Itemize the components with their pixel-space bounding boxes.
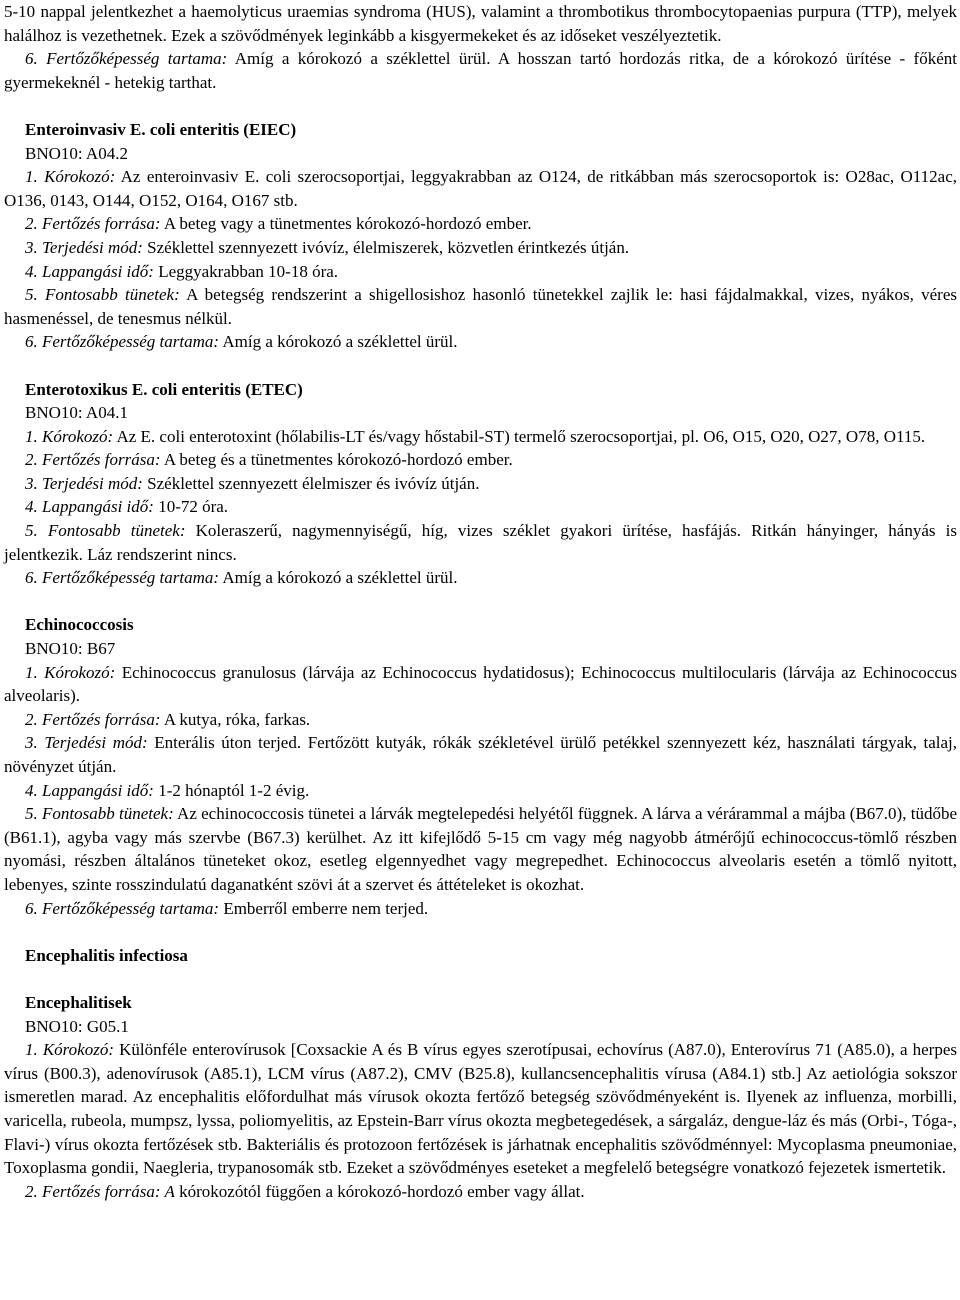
item-symptoms <box>4 802 957 896</box>
item-infectivity-duration <box>4 330 957 354</box>
section-etec <box>4 378 957 590</box>
item-pathogen <box>4 425 957 449</box>
item-label: 1. Kórokozó: <box>25 662 116 682</box>
continuation-paragraph: 5-10 nappal jelentkezhet a haemolyticus uraemias syndroma (HUS), valamint a thrombotikus thrombocytopaenias purpura (TTP), melyek halálhoz is vezethetnek. Ezek a szövődmények leginkább a kisgyermekeket és az időseket veszélyeztetik. <box>4 2 957 45</box>
item-text: Az enteroinvasiv E. coli szerocsoportjai, leggyakrabban az O124, de ritkábban más szerocsoportok is: O28ac, O112ac, O136, 0143, O144, O152, O164, O167 stb. <box>4 167 958 210</box>
section-code: BNO10: B67 <box>25 639 116 659</box>
item-text: 1-2 hónaptól 1-2 évig. <box>153 780 310 800</box>
item-incubation <box>4 495 957 519</box>
item-label: 1. Kórokozó: <box>25 167 116 187</box>
item-text: Emberről emberre nem terjed. <box>219 898 429 918</box>
item-text: A betegség rendszerint a shigellosishoz hasonló tünetekkel zajlik le: hasi fájdalmakkal, vizes, nyákos, véres hasmenéssel, de tenesmus nélkül. <box>4 285 957 328</box>
item-incubation <box>4 779 957 803</box>
item-text: Echinococcus granulosus (lárvája az Echinococcus hydatidosus); Echinococcus multilocularis (lárvája az Echinococcus alveolaris). <box>4 662 957 706</box>
item-pathogen <box>4 661 957 708</box>
section-code: BNO10: A04.2 <box>25 143 128 163</box>
section-eiec <box>4 118 957 354</box>
item-label: 2. Fertőzés forrása: <box>25 709 161 729</box>
item-label: 5. Fontosabb tünetek: <box>25 804 174 824</box>
item-text: Amíg a kórokozó a széklettel ürül. A hosszan tartó hordozás ritka, de a kórokozó ürítése - főként gyermekeknél - hetekig tarthat. <box>4 49 957 92</box>
item-text: Amíg a kórokozó a széklettel ürül. <box>219 568 458 588</box>
section-encephalitis-infectiosa <box>4 944 957 1204</box>
item-label: 6. Fertőzőképesség tartama: <box>25 568 220 588</box>
item-infectivity-duration <box>4 566 957 590</box>
item-text: Koleraszerű, nagymennyiségű, híg, vizes széklet gyakori ürítése, hasfájás. Ritkán hányinger, hányás is jelentkezik. Láz rendszerint nincs. <box>4 521 957 564</box>
item-transmission <box>4 731 957 778</box>
section-title: Encephalitisek <box>25 992 132 1012</box>
item-text: Enterális úton terjed. Fertőzött kutyák, rókák székletével ürülő petékkel szennyezett kéz, használati tárgyak, talaj, növényzet útján. <box>4 733 957 776</box>
item-text: 10-72 óra. <box>153 497 229 517</box>
item-label: 5. Fontosabb tünetek: <box>25 521 186 541</box>
item-text: Leggyakrabban 10-18 óra. <box>153 261 339 281</box>
item-label: 3. Terjedési mód: <box>25 473 143 493</box>
item-source <box>4 212 957 236</box>
item-text: Az E. coli enterotoxint (hőlabilis-LT és/vagy hőstabil-ST) termelő szerocsoportjai, pl. O6, O15, O20, O27, O78, O115. <box>113 426 926 446</box>
item-symptoms <box>4 519 957 566</box>
item-infectivity-duration <box>4 897 957 921</box>
item-source <box>4 448 957 472</box>
group-title: Encephalitis infectiosa <box>25 945 188 965</box>
item-label: 6. Fertőzőképesség tartama: <box>25 49 228 69</box>
item-label: 2. Fertőzés forrása: A <box>25 1181 175 1201</box>
section-title: Enterotoxikus E. coli enteritis (ETEC) <box>25 379 303 399</box>
item-label: 2. Fertőzés forrása: <box>25 450 161 470</box>
item-infectivity-duration <box>4 47 957 94</box>
item-label: 1. Kórokozó: <box>25 426 114 446</box>
item-label: 4. Lappangási idő: <box>25 497 154 517</box>
item-text: Széklettel szennyezett ivóvíz, élelmiszerek, közvetlen érintkezés útján. <box>142 237 630 257</box>
item-transmission <box>4 236 957 260</box>
section-code: BNO10: A04.1 <box>25 403 128 423</box>
section-title: Echinococcosis <box>25 615 134 635</box>
item-text: Széklettel szennyezett élelmiszer és ivóvíz útján. <box>142 473 480 493</box>
item-text: A beteg és a tünetmentes kórokozó-hordozó ember. <box>160 450 513 470</box>
item-label: 3. Terjedési mód: <box>25 733 148 753</box>
item-label: 4. Lappangási idő: <box>25 261 154 281</box>
item-pathogen <box>4 165 957 212</box>
item-label: 6. Fertőzőképesség tartama: <box>25 898 220 918</box>
document-page <box>4 0 957 1203</box>
item-label: 4. Lappangási idő: <box>25 780 154 800</box>
item-label: 3. Terjedési mód: <box>25 237 143 257</box>
item-label: 6. Fertőzőképesség tartama: <box>25 332 220 352</box>
section-echinococcosis <box>4 613 957 920</box>
item-text: A beteg vagy a tünetmentes kórokozó-hordozó ember. <box>160 214 532 234</box>
item-incubation <box>4 260 957 284</box>
item-transmission <box>4 472 957 496</box>
item-text: Amíg a kórokozó a széklettel ürül. <box>219 332 458 352</box>
item-source <box>4 1180 957 1204</box>
item-text: Különféle enterovírusok [Coxsackie A és B vírus egyes szerotípusai, echovírus (A87.0), Enterovírus 71 (A85.0), a herpes vírus (B00.3), adenovírusok (A85.1), LCM vírus (A87.2), CMV (B25.8), kullancsencephalitis vírusa (A84.1) stb.] Az aetiológia sokszor ismeretlen marad. Az encephalitis előfordulhat más vírusok okozta fertőző betegség szövődményeként is. Ilyenek az influenza, morbilli, varicella, rubeola, mumpsz, lyssa, poliomyelitis, az Epstein-Barr vírus okozta megbetegedések, a sárgaláz, dengue-láz és más (Orbi-, Tóga-, Flavi-) vírus okozta fertőzések stb. Bakteriális és protozoon fertőzések is járhatnak encephalitis szövődménnyel: Mycoplasma pneumoniae, Toxoplasma gondii, Naegleria, trypanosomák stb. Ezeket a szövődményes eseteket a megfelelő betegségre vonatkozó fejezetek ismertetik. <box>4 1040 957 1178</box>
item-pathogen <box>4 1038 957 1180</box>
item-label: 5. Fontosabb tünetek: <box>25 285 180 305</box>
item-text: Az echinococcosis tünetei a lárvák megtelepedési helyétől függnek. A lárva a vérárammal a májba (B67.0), tüdőbe (B61.1), agyba vagy más szervbe (B67.3) kerülhet. Az itt kifejlődő 5-15 cm vagy még nagyobb átmérőjű echinococcus-tömlő részben nyomási, részben általános tüneteket okoz, esetleg elgennyedhet vagy megrepedhet. Echinococcus alveolaris esetén a tömlő nyitott, lebenyes, szinte rosszindulatú daganatként szövi át a szervet és áttételeket is okozhat. <box>4 804 957 894</box>
item-text: kórokozótól függően a kórokozó-hordozó ember vagy állat. <box>174 1181 585 1201</box>
item-symptoms <box>4 283 957 330</box>
item-text: A kutya, róka, farkas. <box>160 709 311 729</box>
section-title: Enteroinvasiv E. coli enteritis (EIEC) <box>25 119 297 139</box>
section-code: BNO10: G05.1 <box>25 1016 129 1036</box>
item-label: 2. Fertőzés forrása: <box>25 214 161 234</box>
item-label: 1. Kórokozó: <box>25 1040 114 1060</box>
item-source <box>4 708 957 732</box>
